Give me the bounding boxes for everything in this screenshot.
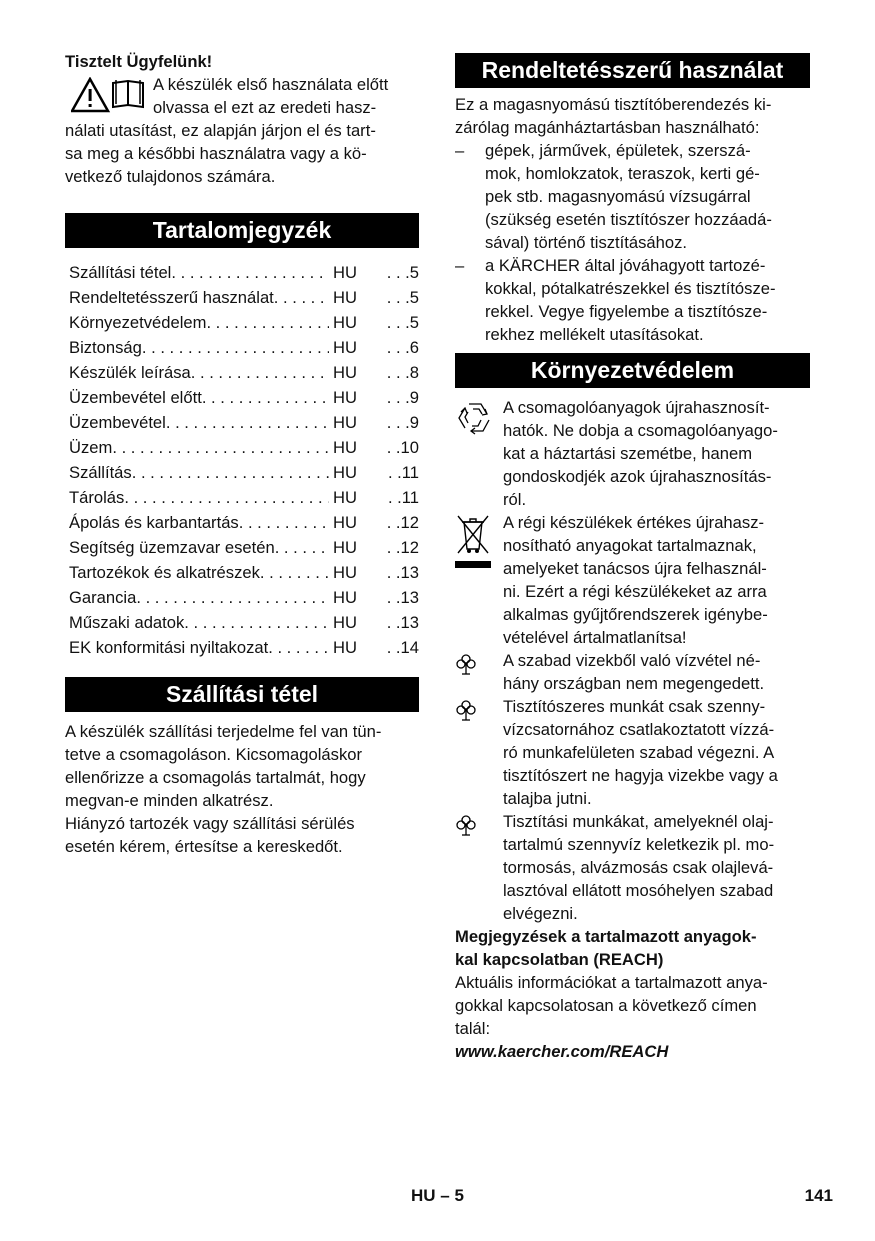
toc-row[interactable]	[65, 535, 419, 560]
toc-row[interactable]	[65, 360, 419, 385]
weee-bar	[455, 561, 491, 568]
toc-entry-page: . .11	[387, 463, 419, 482]
toc-heading: Tartalomjegyzék	[65, 213, 419, 248]
greeting-rest-2: sa meg a későbbi használatra vagy a kö-	[65, 144, 367, 163]
environment-list	[455, 396, 810, 925]
toc-entry-page: . . .5	[386, 263, 419, 282]
environment-heading: Környezetvédelem	[455, 353, 810, 388]
toc-entry-lang: HU	[333, 413, 357, 432]
toc-leader-dots	[202, 385, 329, 410]
intended-use-heading: Rendeltetésszerű használat	[455, 53, 810, 88]
toc-leader-dots	[112, 435, 329, 460]
toc-entry-title: Üzembevétel előtt	[69, 388, 202, 407]
toc-entry-lang: HU	[333, 263, 357, 282]
toc-row[interactable]	[65, 310, 419, 335]
reach-title: Megjegyzések a tartalmazott anyagok-	[455, 927, 757, 946]
toc-leader-dots	[171, 260, 329, 285]
toc-entry-title: Garancia	[69, 588, 137, 607]
toc-leader-dots	[132, 460, 329, 485]
toc-entry-page: . .11	[387, 488, 419, 507]
toc-entry-title: Műszaki adatok	[69, 613, 185, 632]
delivery-heading: Szállítási tétel	[65, 677, 419, 712]
dash-bullet: –	[455, 141, 465, 160]
toc-entry-page: . .12	[386, 538, 419, 557]
toc-entry-title: Üzem	[69, 438, 113, 457]
greeting-title: Tisztelt Ügyfelünk!	[65, 52, 213, 71]
toc-entry-title: Készülék leírása	[69, 363, 191, 382]
toc-entry-page: . . .8	[386, 363, 419, 382]
delivery-line: tetve a csomagoláson. Kicsomagoláskor	[65, 745, 362, 764]
toc-leader-dots	[136, 585, 329, 610]
toc-row[interactable]	[65, 335, 419, 360]
toc-entry-lang: HU	[333, 288, 357, 307]
greeting-line1: A készülék első használata előtt	[153, 75, 389, 94]
environment-item: Tisztítószeres munkát csak szenny- vízcsatornához csatlakoztatott vízzá- ró munkafelületen szabad végezni. A tisztítószert ne hagyja vizekbe vagy a talajba jutni.	[455, 695, 810, 810]
toc-entry-lang: HU	[333, 363, 357, 382]
list-item: – gépek, járművek, épületek, szerszá- mok, homlokzatok, teraszok, kerti gé- pek stb. magasnyomású vízsugárral (szükség esetén tisztítószer hozzáadá- sával) történő tisztításához.	[455, 141, 772, 252]
environment-item: A régi készülékek értékes újrahasz- nosítható anyagokat tartalmaznak, amelyeket tanácsos újra felhasznál- ni. Ezért a régi készülékeket az arra alkalmas gyűjtőrendszerek igénybe- vételével ártalmatlanítsa!	[455, 511, 810, 649]
reach-title: kal kapcsolatban (REACH)	[455, 950, 664, 969]
delivery-line: Hiányzó tartozék vagy szállítási sérülés	[65, 814, 355, 833]
toc-leader-dots	[166, 410, 329, 435]
toc-entry-page: . .13	[386, 563, 419, 582]
toc-entry-lang: HU	[333, 338, 357, 357]
toc-entry-title: Szállítás	[69, 463, 132, 482]
toc-row[interactable]	[65, 610, 419, 635]
toc-entry-lang: HU	[333, 538, 357, 557]
toc-entry-title: Segítség üzemzavar esetén	[69, 538, 275, 557]
toc-leader-dots	[268, 635, 329, 660]
greeting-intro	[65, 73, 419, 119]
toc-row[interactable]	[65, 385, 419, 410]
toc-entry-lang: HU	[333, 638, 357, 657]
reach-section	[455, 925, 810, 1063]
list-item: – a KÄRCHER által jóváhagyott tartozé- kokkal, pótalkatrészekkel és tisztítósze- rekkel. Vegye figyelembe a tisztítósze- rekhez mellékelt utasításokat.	[455, 256, 776, 344]
toc-entry-page: . . .9	[386, 413, 419, 432]
toc-row[interactable]	[65, 460, 419, 485]
toc-entry-lang: HU	[333, 313, 357, 332]
toc-entry-lang: HU	[333, 388, 357, 407]
toc-list	[65, 260, 419, 660]
reach-line: talál:	[455, 1019, 491, 1038]
toc-row[interactable]	[65, 485, 419, 510]
toc-leader-dots	[142, 335, 329, 360]
delivery-line: ellenőrizze a csomagolás tartalmát, hogy	[65, 768, 366, 787]
intended-use-text	[455, 93, 810, 346]
weee-bin-icon	[455, 513, 491, 555]
toc-row[interactable]	[65, 635, 419, 660]
toc-entry-title: Üzembevétel	[69, 413, 166, 432]
footer-section-label: HU – 5	[411, 1186, 464, 1205]
toc-row[interactable]	[65, 410, 419, 435]
toc-row[interactable]	[65, 560, 419, 585]
footer-page-number: 141	[804, 1186, 833, 1205]
delivery-text	[65, 720, 419, 858]
toc-leader-dots	[275, 535, 329, 560]
toc-row[interactable]	[65, 585, 419, 610]
toc-entry-page: . .10	[386, 438, 419, 457]
toc-entry-lang: HU	[333, 438, 357, 457]
toc-entry-page: . . .5	[386, 288, 419, 307]
toc-leader-dots	[206, 310, 329, 335]
reach-line: Aktuális információkat a tartalmazott anya-	[455, 973, 768, 992]
toc-row[interactable]	[65, 285, 419, 310]
environment-item: Tisztítási munkákat, amelyeknél olaj- tartalmú szennyvíz keletkezik pl. mo- tormosás, alvázmosás csak olajlevá- lasztóval ellátott mosóhelyen szabad elvégezni.	[455, 810, 810, 925]
toc-row[interactable]	[65, 260, 419, 285]
reach-line: gokkal kapcsolatosan a következő címen	[455, 996, 757, 1015]
tree-icon	[455, 814, 477, 836]
toc-leader-dots	[239, 510, 329, 535]
toc-leader-dots	[124, 485, 329, 510]
toc-entry-title: Tartozékok és alkatrészek	[69, 563, 260, 582]
toc-entry-lang: HU	[333, 463, 357, 482]
intended-use-intro: zárólag magánháztartásban használható:	[455, 118, 760, 137]
toc-entry-page: . .13	[386, 613, 419, 632]
greeting-rest-1: nálati utasítást, ez alapján járjon el és tart-	[65, 121, 376, 140]
delivery-line: esetén kérem, értesítse a kereskedőt.	[65, 837, 343, 856]
toc-entry-page: . .13	[386, 588, 419, 607]
toc-leader-dots	[191, 360, 329, 385]
toc-entry-lang: HU	[333, 613, 357, 632]
greeting-line2: olvassa el ezt az eredeti hasz-	[153, 98, 377, 117]
toc-entry-lang: HU	[333, 588, 357, 607]
toc-row[interactable]	[65, 510, 419, 535]
toc-entry-title: Ápolás és karbantartás	[69, 513, 239, 532]
toc-row[interactable]	[65, 435, 419, 460]
toc-leader-dots	[260, 560, 329, 585]
reach-url-link[interactable]: www.kaercher.com/REACH	[455, 1042, 669, 1061]
toc-entry-title: Rendeltetésszerű használat	[69, 288, 274, 307]
intended-use-intro: Ez a magasnyomású tisztítóberendezés ki-	[455, 95, 772, 114]
toc-leader-dots	[184, 610, 329, 635]
greeting-rest-3: vetkező tulajdonos számára.	[65, 167, 276, 186]
toc-entry-page: . . .5	[386, 313, 419, 332]
toc-entry-page: . .12	[386, 513, 419, 532]
toc-entry-lang: HU	[333, 513, 357, 532]
tree-icon	[455, 653, 477, 675]
toc-entry-title: Környezetvédelem	[69, 313, 207, 332]
recycle-icon	[455, 398, 495, 438]
delivery-line: megvan-e minden alkatrész.	[65, 791, 274, 810]
right-column	[455, 53, 810, 1063]
toc-entry-title: Szállítási tétel	[69, 263, 172, 282]
left-column	[65, 50, 419, 858]
toc-entry-page: . .14	[386, 638, 419, 657]
intended-use-list	[455, 139, 810, 346]
environment-item: A csomagolóanyagok újrahasznosít- hatók. Ne dobja a csomagolóanyago- kat a háztartási szemétbe, hanem gondoskodjék azok újrahasznosítás- ról.	[455, 396, 810, 511]
toc-entry-title: Biztonság	[69, 338, 142, 357]
environment-item: A szabad vizekből való vízvétel né- hány országban nem megengedett.	[455, 649, 810, 695]
toc-entry-page: . . .9	[386, 388, 419, 407]
manual-book-icon	[111, 77, 145, 109]
toc-entry-lang: HU	[333, 563, 357, 582]
toc-entry-title: Tárolás	[69, 488, 125, 507]
toc-leader-dots	[274, 285, 329, 310]
tree-icon	[455, 699, 477, 721]
toc-entry-lang: HU	[333, 488, 357, 507]
delivery-line: A készülék szállítási terjedelme fel van tün-	[65, 722, 382, 741]
dash-bullet: –	[455, 256, 465, 275]
toc-entry-page: . . .6	[386, 338, 419, 357]
toc-entry-title: EK konformitási nyiltakozat	[69, 638, 269, 657]
